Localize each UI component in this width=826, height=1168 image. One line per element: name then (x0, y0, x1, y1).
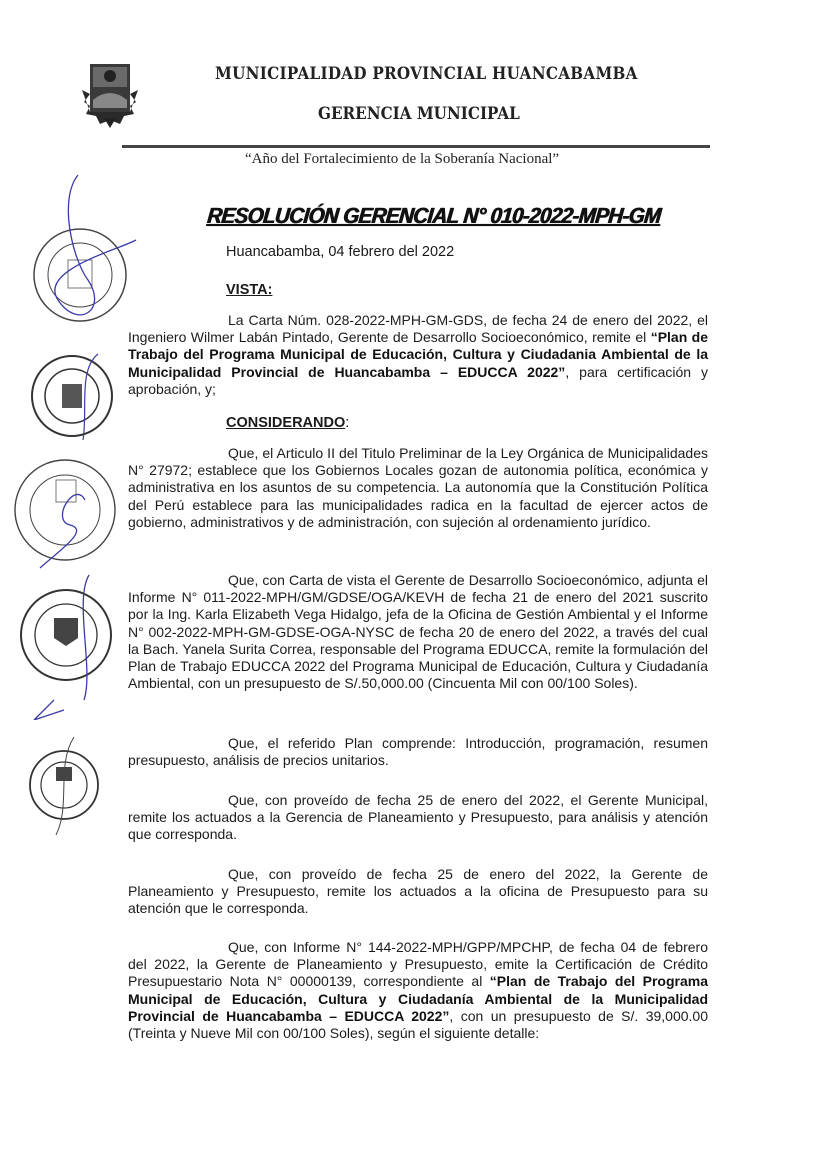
stamp-administracion-icon (28, 350, 118, 440)
stamp-planeamiento-icon (14, 570, 124, 720)
vista-text: La Carta Núm. 028-2022-MPH-GM-GDS, de fecha 24 de enero del 2022, el Ingeniero Wilmer Labán Pintado, Gerente de Desarrollo Socioeconómico, remite el (128, 312, 708, 346)
plan-title-bold: “Plan de Trabajo del Programa Municipal de Educación, Cultura y Ciudadania Ambiental de la Municipalidad Provincial de Huancabamba – EDUCCA 2022” (128, 329, 708, 380)
year-motto: “Año del Fortalecimiento de la Soberanía Nacional” (245, 151, 560, 167)
considerando-2 (128, 572, 708, 692)
considerando-1 (128, 445, 708, 531)
municipal-coat-of-arms-icon (76, 60, 144, 132)
considerando-text: Que, con Carta de vista el Gerente de Desarrollo Socioeconómico, adjunta el Informe N° 011-2022-MPH/GM/GDSE/OGA/KEVH de fecha 21 de enero del 2021 suscrito por la Ing. Karla Elizabeth Vega Hidalgo, jefa de la Oficina de Gestión Ambiental y el Informe N° 002-2022-MPH-GM-GDSE-OGA-NYSC de fecha 20 de enero del 2022, a través del cual la Bach. Yanela Surita Correa, responsable del Programa EDUCCA, remite la formulación del Plan de Trabajo EDUCCA 2022 del Programa Municipal de Educación, Cultura y Ciudadanía Ambiental, con un presupuesto de S/.50,000.00 (Cincuenta Mil con 00/100 Soles). (128, 572, 708, 692)
considerando-3 (128, 735, 708, 769)
considerando-colon: : (345, 415, 350, 431)
considerando-label: CONSIDERANDO (226, 415, 346, 431)
stamp-asesoria-icon (18, 170, 138, 330)
stamp-desarrollo-icon (10, 450, 120, 570)
considerando-6 (128, 939, 708, 1042)
considerando-text-end: , con un presupuesto de S/. 39,000.00 (Treinta y Nueve Mil con 00/100 Soles), según el siguiente detalle: (128, 1007, 709, 1042)
considerando-text: Que, con proveído de fecha 25 de enero del 2022, la Gerente de Planeamiento y Presupuesto, remite los actuados a la oficina de Presupuesto para su atención que le corresponda. (128, 866, 708, 917)
considerando-text: Que, el Articulo II del Titulo Preliminar de la Ley Orgánica de Municipalidades N° 27972; establece que los Gobiernos Locales gozan de autonomia política, económica y administrativa en los asuntos de su competencia. La autonomía que la Constitución Política del Perú establece para las municipalidades radica en la facultad de ejercer actos de gobierno, administrativos y de administración, con sujeción al ordenamiento jurídico. (128, 445, 708, 530)
vista-text-end: , para certificación y aprobación, y; (128, 363, 708, 397)
header-divider (122, 145, 710, 148)
institution-name: MUNICIPALIDAD PROVINCIAL HUANCABAMBA (215, 64, 638, 83)
considerando-text: Que, con proveído de fecha 25 de enero del 2022, el Gerente Municipal, remite los actuados a la Gerencia de Planeamiento y Presupuesto, para análisis y atención que corresponda. (128, 792, 708, 843)
considerando-4 (128, 792, 708, 844)
plan-title-bold: “Plan de Trabajo del Programa Municipal de Educación, Cultura y Ciudadanía Ambiental de la Municipalidad Provincial de Huancabamba – EDUCCA 2022” (128, 973, 708, 1024)
stamp-gerencia-municipal-icon (26, 735, 106, 835)
document-title: RESOLUCIÓN GERENCIAL N° 010-2022-MPH-GM (205, 203, 662, 228)
considerando-text: Que, con Informe N° 144-2022-MPH/GPP/MPCHP, de fecha 04 de febrero del 2022, la Gerente de Planeamiento y Presupuesto, emite la Certificación de Crédito Presupuestario Nota N° 00000139, correspondiente al (128, 939, 708, 990)
considerando-5 (128, 866, 708, 918)
vista-heading: VISTA: (226, 282, 273, 298)
place-date: Huancabamba, 04 febrero del 2022 (226, 244, 455, 260)
vista-paragraph (128, 312, 708, 398)
considerando-text: Que, el referido Plan comprende: Introducción, programación, resumen presupuesto, análisis de precios unitarios. (128, 735, 708, 769)
office-name: GERENCIA MUNICIPAL (318, 104, 520, 123)
considerando-heading (226, 415, 349, 431)
